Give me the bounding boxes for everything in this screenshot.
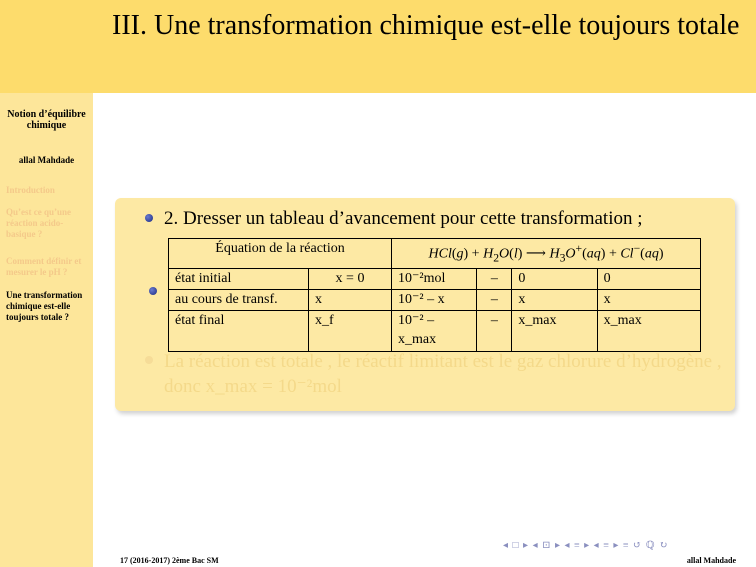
table-cell: x — [597, 290, 700, 311]
table-cell: 0 — [512, 269, 597, 290]
slide-title: III. Une transformation chimique est-elle toujours totale — [112, 10, 740, 41]
table-cell: Équation de la réaction — [169, 239, 392, 269]
table-cell: x — [309, 290, 392, 311]
footer-right: allal Mahdade — [686, 556, 736, 565]
table-cell: 10⁻² – x — [392, 290, 477, 311]
sidebar-item-acido-basique[interactable]: Qu’est ce qu’une réaction acido-basique ? — [6, 207, 71, 239]
bullet-icon — [149, 287, 157, 295]
item-text-faded: La réaction est totale , le réactif limitant est le gaz chlorure d’hydrogène , donc x_max = 10⁻²mol — [164, 351, 722, 397]
table-cell: – — [477, 290, 512, 311]
table-cell: état initial — [169, 269, 309, 290]
footer-left: 17 (2016-2017) 2ème Bac SM — [120, 556, 219, 565]
sidebar-author[interactable]: allal Mahdade — [18, 155, 75, 165]
table-cell: 0 — [597, 269, 700, 290]
table-row — [169, 311, 701, 352]
table-cell: x_max — [512, 311, 597, 352]
table-row — [169, 239, 701, 269]
table-cell: – — [477, 311, 512, 352]
table-cell: 10⁻² – x_max — [392, 311, 477, 352]
table-cell: – — [477, 269, 512, 290]
navigation-controls[interactable]: ◂ □ ▸ ◂ ⊡ ▸ ◂ ≡ ▸ ◂ ≡ ▸ ≡ ↺ ℚ ↻ — [503, 540, 669, 551]
sidebar-item-introduction[interactable]: Introduction — [6, 185, 55, 195]
advancement-table — [168, 238, 701, 352]
table-row — [169, 290, 701, 311]
sidebar-item-transformation[interactable]: Une transformation chimique est-elle toujours totale ? — [6, 290, 83, 322]
item-text: 2. Dresser un tableau d’avancement pour cette transformation ; — [164, 208, 643, 229]
table-row — [169, 269, 701, 290]
table-cell: 10⁻²mol — [392, 269, 477, 290]
sidebar-item-ph[interactable]: Comment définir et mesurer le pH ? — [6, 256, 82, 277]
sidebar-title[interactable]: Notion d’équilibre chimique — [7, 109, 86, 131]
sidebar — [0, 93, 93, 567]
table-cell: x = 0 — [309, 269, 392, 290]
slide-header — [0, 0, 756, 93]
table-cell: x_max — [597, 311, 700, 352]
table-cell: x — [512, 290, 597, 311]
bullet-icon — [145, 356, 153, 364]
table-cell: au cours de transf. — [169, 290, 309, 311]
reaction-equation: $HCl(g) + H_2O(l)$ ⟶ $H_3O^+(aq) + Cl^-(aq)$ — [392, 239, 701, 269]
table-cell: x_f — [309, 311, 392, 352]
bullet-icon — [145, 214, 153, 222]
table-cell: état final — [169, 311, 309, 352]
